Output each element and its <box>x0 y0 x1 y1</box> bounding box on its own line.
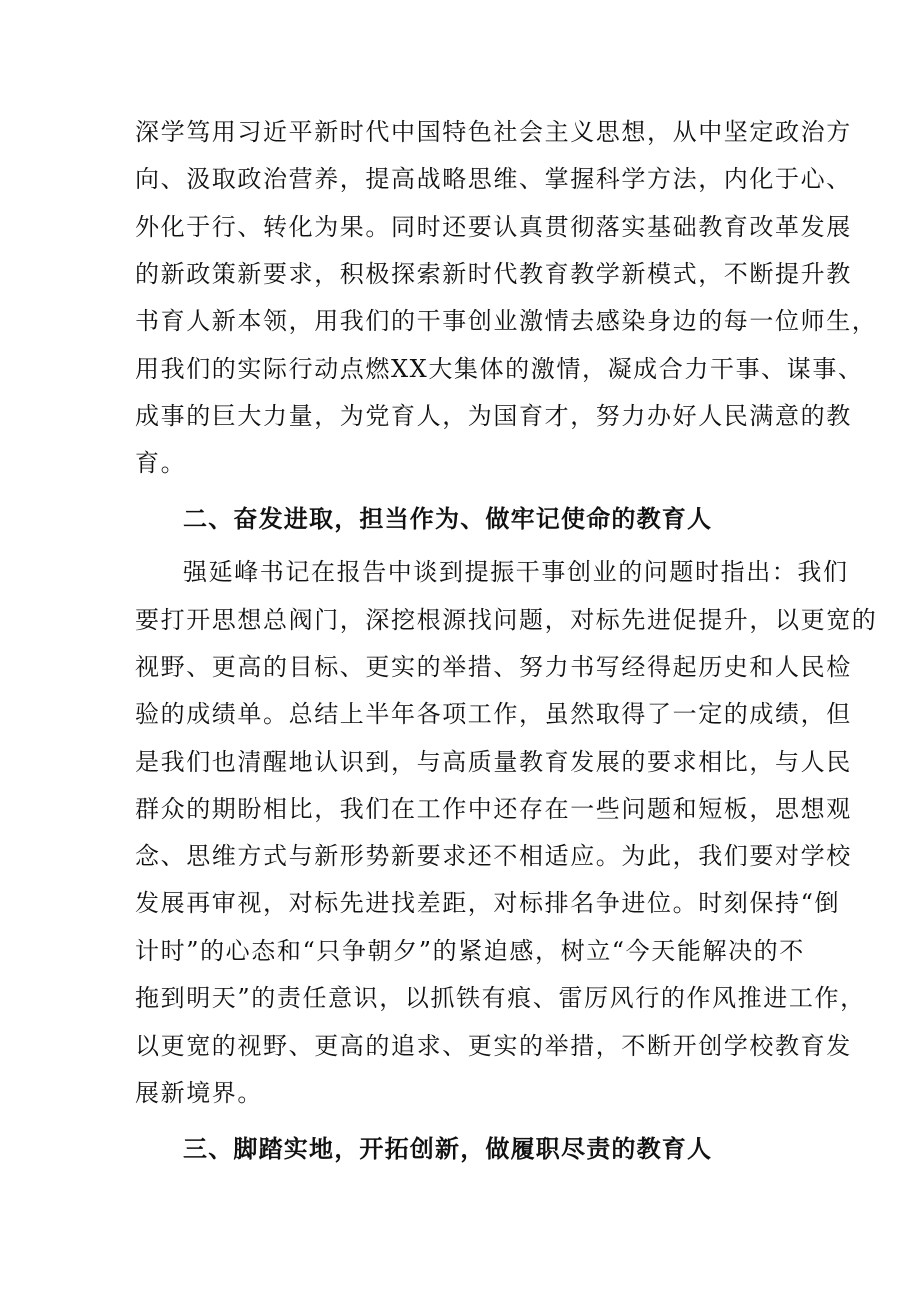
paragraph-1-line-1: 深学笃用习近平新时代中国特色社会主义思想，从中坚定政治方 <box>135 118 852 146</box>
paragraph-2-line-3: 视野、更高的目标、更实的举措、努力书写经得起历史和人民检 <box>135 653 852 681</box>
paragraph-1-line-2: 向、汲取政治营养，提高战略思维、掌握科学方法，内化于心、 <box>135 165 852 193</box>
paragraph-1-line-5: 书育人新本领，用我们的干事创业激情去感染身边的每一位师生， <box>135 307 878 335</box>
paragraph-2-line-1: 强延峰书记在报告中谈到提振干事创业的问题时指出：我们 <box>183 558 849 586</box>
paragraph-1-line-3: 外化于行、转化为果。同时还要认真贯彻落实基础教育改革发展 <box>135 213 852 241</box>
paragraph-2-line-6: 群众的期盼相比，我们在工作中还存在一些问题和短板，思想观 <box>135 795 852 823</box>
paragraph-2-line-9: 计时”的心态和“只争朝夕”的紧迫感，树立“今天能解决的不 <box>135 937 805 965</box>
paragraph-1-line-6: 用我们的实际行动点燃XX大集体的激情，凝成合力干事、谋事、 <box>135 355 864 383</box>
paragraph-2-line-4: 验的成绩单。总结上半年各项工作，虽然取得了一定的成绩，但 <box>135 700 852 728</box>
paragraph-2-line-2: 要打开思想总阀门，深挖根源找问题，对标先进促提升，以更宽的 <box>135 606 878 634</box>
section-heading-3: 三、脚踏实地，开拓创新，做履职尽责的教育人 <box>183 1134 713 1163</box>
paragraph-1-line-4: 的新政策新要求，积极探索新时代教育教学新模式，不断提升教 <box>135 260 852 288</box>
paragraph-2-line-11: 以更宽的视野、更高的追求、更实的举措，不断开创学校教育发 <box>135 1032 852 1060</box>
paragraph-2-line-7: 念、思维方式与新形势新要求还不相适应。为此，我们要对学校 <box>135 842 852 870</box>
paragraph-1-line-8: 育。 <box>135 449 187 477</box>
section-heading-2: 二、奋发进取，担当作为、做牢记使命的教育人 <box>183 504 713 533</box>
paragraph-2-line-8: 发展再审视，对标先进找差距，对标排名争进位。时刻保持“倒 <box>135 889 841 917</box>
paragraph-2-line-12: 展新境界。 <box>135 1079 263 1107</box>
paragraph-2-line-5: 是我们也清醒地认识到，与高质量教育发展的要求相比，与人民 <box>135 748 852 776</box>
paragraph-2-line-10: 拖到明天”的责任意识，以抓铁有痕、雷厉风行的作风推进工作， <box>135 984 866 1012</box>
paragraph-1-line-7: 成事的巨大力量，为党育人，为国育才，努力办好人民满意的教 <box>135 402 852 430</box>
